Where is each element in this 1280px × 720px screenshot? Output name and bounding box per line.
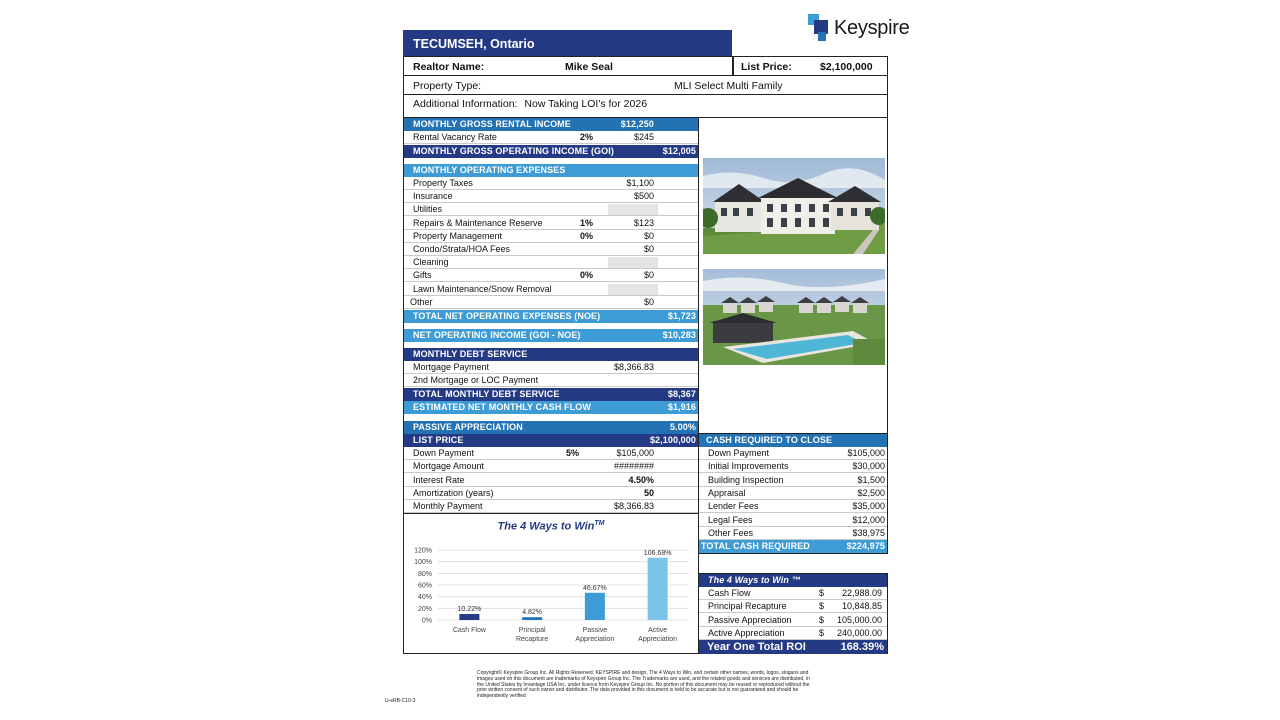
win-currency: $ <box>819 588 825 598</box>
realtor-label: Realtor Name: <box>413 61 485 73</box>
total-debt-value: $8,367 <box>667 389 696 399</box>
total-roi-label: Year One Total ROI <box>707 641 806 653</box>
win-value: 240,000.00 <box>836 627 882 638</box>
additional-info-label: Additional Information: <box>413 98 518 110</box>
gross-rental-income-band <box>404 118 698 131</box>
cash-row <box>699 474 887 487</box>
win-currency: $ <box>819 601 825 612</box>
goi-label: MONTHLY GROSS OPERATING INCOME (GOI) <box>413 146 614 156</box>
expense-row <box>404 269 698 282</box>
data-label: 46.67% <box>583 584 607 592</box>
data-label: 106.68% <box>643 549 672 557</box>
keyspire-logo-icon <box>806 12 832 42</box>
property-type-row <box>403 75 888 95</box>
expense-label: Other <box>410 296 433 307</box>
list-price-band-value: $2,100,000 <box>649 435 696 445</box>
cash-value: $2,500 <box>857 487 885 498</box>
cash-row <box>699 514 887 527</box>
debt-service-band <box>404 348 698 361</box>
financing-row <box>404 500 698 513</box>
cash-value: $12,000 <box>852 514 885 525</box>
passive-appreciation-band <box>404 421 698 434</box>
bar-0 <box>459 614 479 620</box>
expense-pct: 0% <box>580 230 594 241</box>
financing-pct: 5% <box>566 448 580 458</box>
ways-to-win-title: The 4 Ways to Win ™ <box>708 575 801 585</box>
operating-expenses-title: MONTHLY OPERATING EXPENSES <box>413 165 566 175</box>
financing-label: Down Payment <box>413 448 475 458</box>
expense-row <box>404 203 698 216</box>
noi-label: NET OPERATING INCOME (GOI - NOE) <box>413 330 581 340</box>
expense-value: $500 <box>633 191 654 202</box>
total-debt-label: TOTAL MONTHLY DEBT SERVICE <box>413 389 560 399</box>
list-price-band-label: LIST PRICE <box>413 435 464 445</box>
bar-2 <box>585 593 605 620</box>
expense-row <box>404 190 698 203</box>
total-debt-band <box>404 388 698 401</box>
additional-info-row <box>403 94 888 118</box>
total-roi-band <box>699 640 887 654</box>
data-label: 4.82% <box>522 609 543 617</box>
cash-value: $30,000 <box>852 461 885 472</box>
gross-rental-income-value: $12,250 <box>620 119 654 129</box>
expense-label: Lawn Maintenance/Snow Removal <box>413 283 552 294</box>
noi-value: $10,283 <box>662 330 696 340</box>
cash-value: $35,000 <box>852 501 885 512</box>
cash-label: Initial Improvements <box>708 461 789 472</box>
expense-row <box>404 230 698 243</box>
noi-band <box>404 329 698 342</box>
empty-value-cell <box>608 257 658 268</box>
form-code: U-eRB-C10-3 <box>385 698 416 704</box>
x-tick-label: Passive <box>582 627 608 634</box>
expense-pct: 0% <box>580 270 594 281</box>
financing-label: Interest Rate <box>413 474 465 485</box>
financing-row <box>404 447 698 460</box>
financing-value: $8,366.83 <box>613 501 654 512</box>
data-label: 10.22% <box>457 606 482 614</box>
cash-value: $105,000 <box>847 448 885 458</box>
financing-label: Mortgage Amount <box>413 461 485 472</box>
total-cash-value: $224,975 <box>846 541 885 551</box>
mortgage-payment-label: Mortgage Payment <box>413 362 490 372</box>
mortgage-payment-value: $8,366.83 <box>613 362 654 372</box>
financing-row <box>404 474 698 487</box>
financing-value: $105,000 <box>616 448 654 458</box>
x-tick-label: Cash Flow <box>452 627 486 634</box>
expense-row <box>404 217 698 230</box>
goi-value: $12,005 <box>662 146 696 156</box>
total-noe-label: TOTAL NET OPERATING EXPENSES (NOE) <box>413 311 601 321</box>
x-tick-label: Active <box>648 627 668 634</box>
gross-rental-income-label: MONTHLY GROSS RENTAL INCOME <box>413 119 571 129</box>
win-currency: $ <box>819 614 825 625</box>
financing-value: 4.50% <box>628 474 654 485</box>
win-value: 105,000.00 <box>836 614 882 625</box>
cash-value: $1,500 <box>857 474 885 485</box>
y-tick-label: 100% <box>414 559 432 567</box>
x-tick-label: Principal <box>518 627 546 634</box>
x-tick-label: Recapture <box>515 636 549 643</box>
expense-pct: 1% <box>580 217 594 228</box>
win-label: Active Appreciation <box>708 627 785 638</box>
y-tick-label: 120% <box>414 547 432 555</box>
cash-required-band <box>699 434 887 447</box>
expense-row <box>404 177 698 190</box>
bar-1 <box>522 617 542 620</box>
expense-label: Utilities <box>413 204 443 215</box>
keyspire-logo <box>806 12 910 44</box>
list-price-label: List Price: <box>741 61 792 73</box>
realtor-row <box>403 56 733 76</box>
brand-name: Keyspire <box>834 17 910 39</box>
win-row <box>699 614 887 627</box>
x-tick-label: Appreciation <box>575 636 615 643</box>
vacancy-pct: 2% <box>580 132 594 142</box>
y-tick-label: 0% <box>421 617 432 625</box>
win-value: 10,848.85 <box>841 601 882 612</box>
expense-value: $0 <box>643 230 654 241</box>
expense-label: Gifts <box>413 270 432 281</box>
cash-row <box>699 447 887 460</box>
expense-label: Property Management <box>413 230 503 241</box>
win-label: Passive Appreciation <box>708 614 792 625</box>
x-tick-label: Appreciation <box>638 636 678 643</box>
cash-label: Legal Fees <box>708 514 753 525</box>
location-title: TECUMSEH, Ontario <box>403 30 732 57</box>
vacancy-row <box>404 131 698 144</box>
expense-label: Property Taxes <box>413 178 473 188</box>
win-currency: $ <box>819 627 825 638</box>
total-roi-value: 168.39% <box>840 641 884 653</box>
list-price-band <box>404 434 698 447</box>
expense-row <box>404 256 698 269</box>
expense-value: $0 <box>643 244 654 254</box>
realtor-name: Mike Seal <box>565 61 613 73</box>
financing-label: Amortization (years) <box>413 487 494 498</box>
list-price-row <box>733 56 888 76</box>
financing-row <box>404 460 698 473</box>
cash-row <box>699 527 887 540</box>
net-cash-flow-label: ESTIMATED NET MONTHLY CASH FLOW <box>413 402 591 412</box>
total-cash-band <box>699 540 887 553</box>
y-tick-label: 40% <box>417 594 432 602</box>
ways-to-win-chart <box>404 540 698 650</box>
expense-value: $1,100 <box>626 178 654 188</box>
chart-title-text: The 4 Ways to Win <box>497 520 595 533</box>
win-row <box>699 600 887 613</box>
passive-appreciation-value: 5.00% <box>669 422 696 432</box>
cash-label: Down Payment <box>708 448 770 458</box>
bar-3 <box>648 558 668 620</box>
cash-label: Building Inspection <box>708 474 784 485</box>
chart-title-mark: TM <box>594 520 605 527</box>
second-mortgage-label: 2nd Mortgage or LOC Payment <box>413 375 539 385</box>
operating-expenses-band <box>404 164 698 177</box>
property-photo-pool <box>703 269 885 365</box>
empty-value-cell <box>608 284 658 295</box>
total-noe-band <box>404 310 698 323</box>
second-mortgage-row <box>404 374 698 387</box>
win-row <box>699 587 887 600</box>
financing-value: 50 <box>643 487 654 498</box>
cash-label: Appraisal <box>708 487 746 498</box>
total-noe-value: $1,723 <box>667 311 696 321</box>
net-cash-flow-value: $1,916 <box>667 402 696 412</box>
net-cash-flow-band <box>404 401 698 414</box>
cash-label: Lender Fees <box>708 501 759 512</box>
expense-value: $0 <box>643 270 654 281</box>
expense-value: $123 <box>633 217 654 228</box>
cash-required-title: CASH REQUIRED TO CLOSE <box>706 435 833 445</box>
mortgage-payment-row <box>404 361 698 374</box>
y-tick-label: 60% <box>417 582 432 590</box>
cash-row <box>699 460 887 473</box>
debt-service-title: MONTHLY DEBT SERVICE <box>413 349 528 359</box>
expense-row <box>404 283 698 296</box>
financing-row <box>404 487 698 500</box>
list-price-value: $2,100,000 <box>820 61 873 73</box>
vacancy-label: Rental Vacancy Rate <box>413 132 497 142</box>
expense-label: Insurance <box>413 191 453 202</box>
expense-label: Cleaning <box>413 257 449 268</box>
cash-value: $38,975 <box>852 527 885 538</box>
expense-row <box>404 243 698 256</box>
total-cash-label: TOTAL CASH REQUIRED <box>701 541 810 551</box>
ways-to-win-band <box>699 574 887 587</box>
additional-info-value: Now Taking LOI's for 2026 <box>524 98 648 110</box>
cash-label: Other Fees <box>708 527 754 538</box>
cash-row <box>699 487 887 500</box>
property-type-value: MLI Select Multi Family <box>674 80 783 92</box>
win-value: 22,988.09 <box>841 588 882 598</box>
win-row <box>699 627 887 640</box>
financing-value: ######## <box>613 461 654 472</box>
expense-label: Condo/Strata/HOA Fees <box>413 244 511 254</box>
empty-value-cell <box>608 204 658 215</box>
win-label: Principal Recapture <box>708 601 787 612</box>
goi-band <box>404 145 698 158</box>
passive-appreciation-label: PASSIVE APPRECIATION <box>413 422 523 432</box>
copyright-footer: Copyright© Keyspire Group Inc. All Rights Reserved. KEYSPIRE and design, The 4 Ways to Win, and certain other names, words, logos, slogans and images used on this document are trademarks of Keyspire Group Inc. The Trademarks are used, and the related goods and services are distributed, in the United States by Invantage USA Inc. under licence from Keyspire Group Inc. No portion of this document may be reused or reproduced without the prior written consent of such owner and distributor. The data provided in this document is held to be accurate but is not guaranteed and should be independently verified <box>477 670 810 700</box>
property-photo-exterior <box>703 158 885 254</box>
cash-row <box>699 500 887 513</box>
y-tick-label: 20% <box>417 605 432 613</box>
property-type-label: Property Type: <box>413 80 482 92</box>
y-tick-label: 80% <box>417 570 432 578</box>
expense-label: Repairs & Maintenance Reserve <box>413 217 543 228</box>
expense-value: $0 <box>643 296 654 307</box>
chart-title <box>403 520 699 533</box>
expense-row <box>404 296 698 309</box>
financing-label: Monthly Payment <box>413 501 483 512</box>
vacancy-value: $245 <box>633 132 654 142</box>
win-label: Cash Flow <box>708 588 751 598</box>
